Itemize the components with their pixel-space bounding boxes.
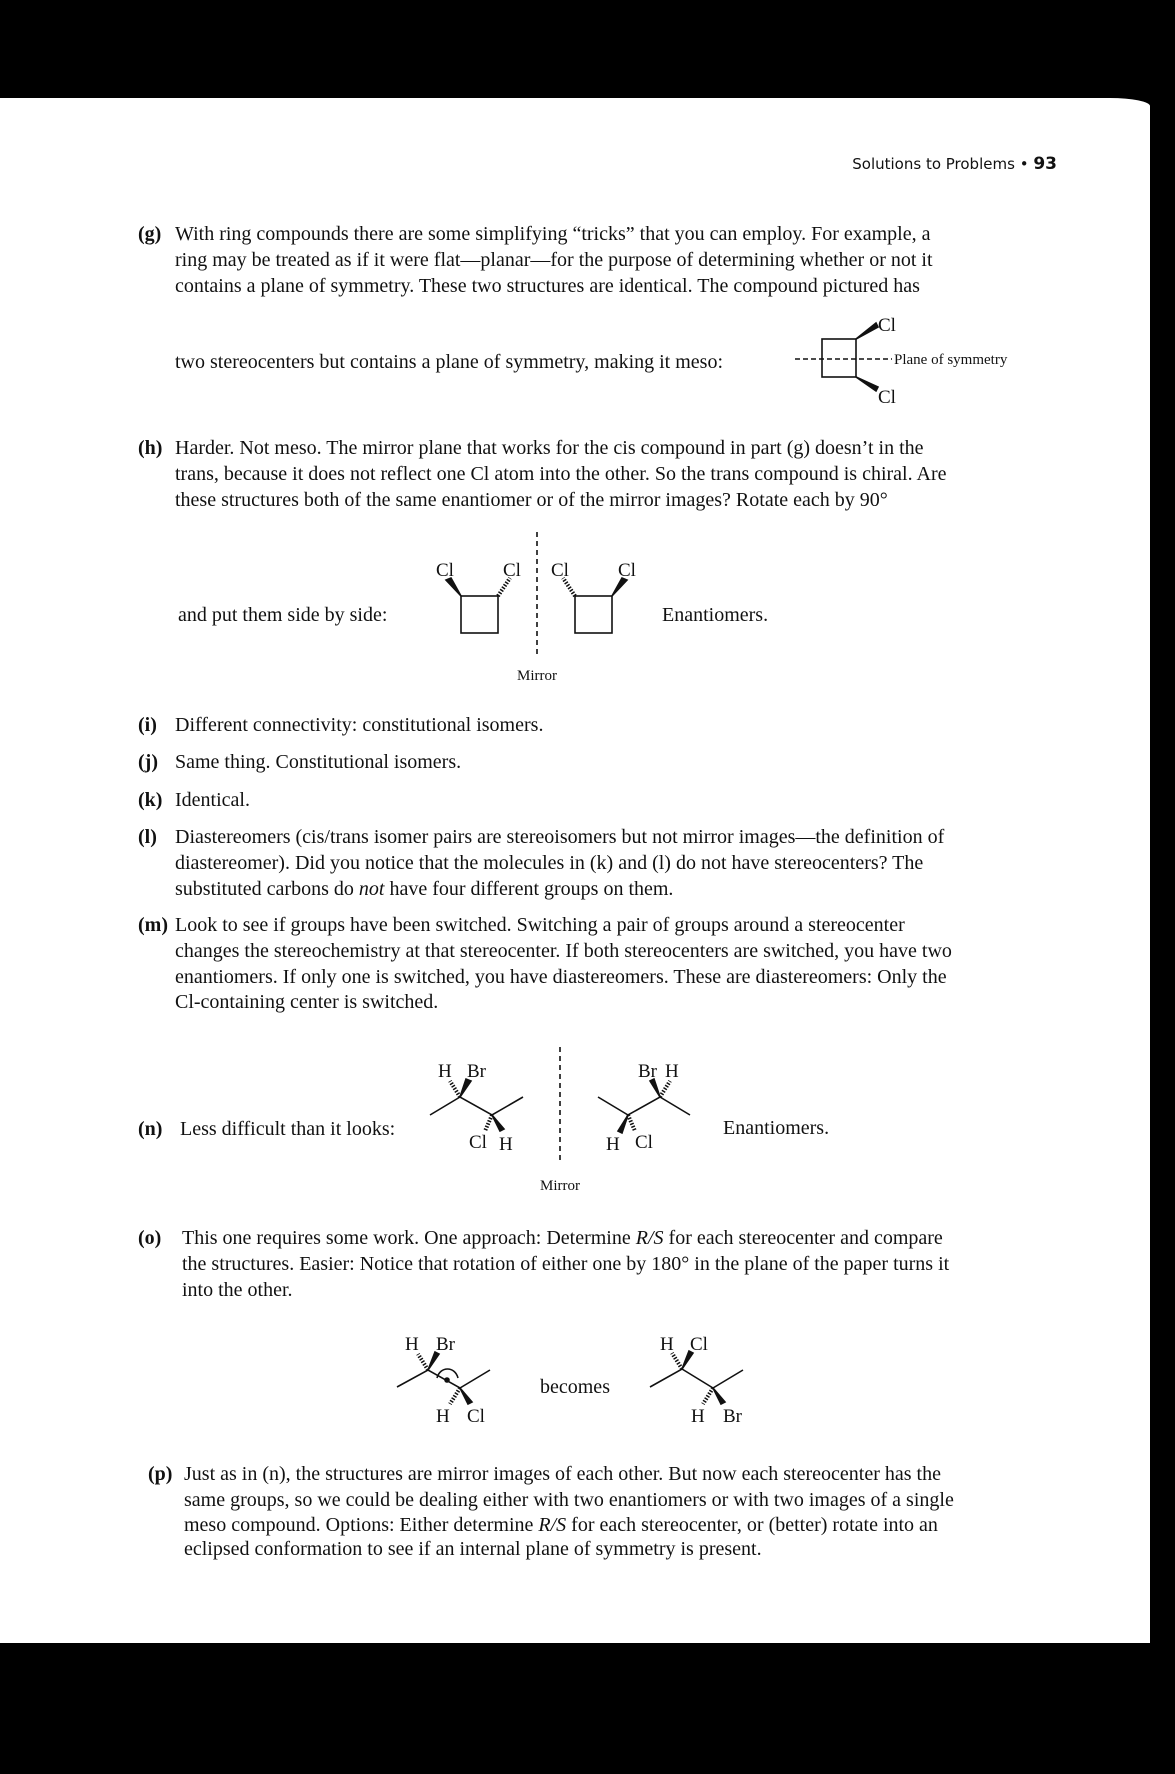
- atom-br: Br: [467, 1061, 486, 1082]
- hash-bond: [485, 1115, 492, 1131]
- item-label-i: (i): [138, 714, 157, 736]
- rotation-center-dot: [445, 1378, 449, 1382]
- running-title: Solutions to Problems: [852, 155, 1015, 173]
- l-line-1: Diastereomers (cis/trans isomer pairs are stereoisomers but not mirror images—the definition of: [175, 826, 945, 848]
- atom-h: H: [438, 1061, 452, 1082]
- wedge-bond: [856, 323, 878, 339]
- item-label-o: (o): [138, 1227, 162, 1249]
- p-line-2: same groups, so we could be dealing either with two enantiomers or with two images of a single: [184, 1489, 954, 1511]
- hash-bond: [660, 1081, 670, 1097]
- n-mirror-structures: [430, 1047, 690, 1194]
- bullet: •: [1019, 155, 1029, 173]
- o-line-1-post: for each stereocenter and compare: [663, 1227, 943, 1249]
- item-label-h: (h): [138, 437, 163, 459]
- o-rotation-structures: [397, 1334, 743, 1427]
- atom-cl: Cl: [618, 560, 636, 581]
- plane-label: Plane of symmetry: [894, 352, 1008, 368]
- l-line-2: diastereomer). Did you notice that the molecules in (k) and (l) do not have stereocenters? The: [175, 852, 924, 874]
- h-line-1: Harder. Not meso. The mirror plane that works for the cis compound in part (g) doesn’t in the: [175, 437, 924, 459]
- p-line-3-pre: meso compound. Options: Either determine: [184, 1514, 539, 1536]
- hash-bond: [703, 1388, 713, 1404]
- carbon-chain: [598, 1097, 690, 1115]
- hash-bond: [418, 1354, 428, 1370]
- o-line-2: the structures. Easier: Notice that rotation of either one by 180° in the plane of the paper turns it: [182, 1253, 950, 1275]
- k-text: Identical.: [175, 789, 250, 811]
- item-label-p: (p): [148, 1463, 173, 1485]
- carbon-chain: [650, 1369, 743, 1388]
- g-line-3: contains a plane of symmetry. These two structures are identical. The compound pictured has: [175, 275, 920, 297]
- h-result: Enantiomers.: [662, 604, 769, 626]
- item-label-j: (j): [138, 751, 158, 773]
- wedge-bond: [856, 377, 878, 391]
- n-text: Less difficult than it looks:: [180, 1118, 396, 1140]
- g-line-2: ring may be treated as if it were flat—planar—for the purpose of determining whether or not it: [175, 249, 933, 271]
- item-label-m: (m): [138, 914, 168, 936]
- atom-cl: Cl: [878, 387, 896, 408]
- atom-h: H: [405, 1334, 419, 1355]
- atom-cl: Cl: [503, 560, 521, 581]
- p-line-1: Just as in (n), the structures are mirror images of each other. But now each stereocenter has the: [184, 1463, 941, 1485]
- atom-br: Br: [723, 1406, 742, 1427]
- carbon-chain: [430, 1097, 523, 1115]
- hash-bond: [450, 1388, 460, 1404]
- atom-cl: Cl: [635, 1132, 653, 1153]
- atom-cl: Cl: [469, 1132, 487, 1153]
- g-meso-structure: [795, 315, 1008, 408]
- atom-cl: Cl: [436, 560, 454, 581]
- o-line-1-pre: This one requires some work. One approach: Determine: [182, 1227, 636, 1249]
- hash-bond: [628, 1115, 635, 1131]
- p-line-4: eclipsed conformation to see if an internal plane of symmetry is present.: [184, 1538, 762, 1560]
- m-line-4: Cl-containing center is switched.: [175, 991, 439, 1013]
- o-line-3: into the other.: [182, 1279, 293, 1301]
- wedge-bond: [618, 1115, 628, 1133]
- wedge-bond: [713, 1388, 725, 1404]
- atom-h: H: [436, 1406, 450, 1427]
- mirror-label: Mirror: [540, 1178, 580, 1194]
- atom-h: H: [691, 1406, 705, 1427]
- item-label-l: (l): [138, 826, 157, 848]
- j-text: Same thing. Constitutional isomers.: [175, 751, 462, 773]
- g-line-1: With ring compounds there are some simplifying “tricks” that you can employ. For example, a: [175, 223, 931, 245]
- carbon-chain: [397, 1370, 490, 1388]
- atom-cl: Cl: [467, 1406, 485, 1427]
- i-text: Different connectivity: constitutional isomers.: [175, 714, 544, 736]
- m-line-1: Look to see if groups have been switched. Switching a pair of groups around a stereocenter: [175, 914, 905, 936]
- h-line-4: and put them side by side:: [178, 604, 388, 626]
- wedge-bond: [460, 1388, 472, 1404]
- atom-br: Br: [638, 1061, 657, 1082]
- g-line-4: two stereocenters but contains a plane of symmetry, making it meso:: [175, 351, 724, 373]
- l-line-3-post: have four different groups on them.: [384, 878, 674, 900]
- mirror-label: Mirror: [517, 668, 557, 684]
- h-mirror-structures: [436, 532, 636, 684]
- h-line-3: these structures both of the same enantiomer or of the mirror images? Rotate each by 90°: [175, 489, 888, 511]
- wedge-bond: [492, 1115, 504, 1131]
- item-label-g: (g): [138, 223, 162, 245]
- atom-h: H: [499, 1134, 513, 1155]
- atom-cl: Cl: [551, 560, 569, 581]
- atom-cl: Cl: [878, 315, 896, 336]
- cyclobutane-ring: [822, 339, 856, 377]
- h-line-2: trans, because it does not reflect one Cl atom into the other. So the trans compound is chiral. Are: [175, 463, 947, 485]
- page-number: 93: [1033, 154, 1057, 174]
- m-line-3: enantiomers. If only one is switched, you have diastereomers. These are diastereomers: Only the: [175, 966, 947, 988]
- item-label-k: (k): [138, 789, 163, 811]
- o-connector: becomes: [540, 1376, 610, 1398]
- cyclobutane-ring: [461, 596, 498, 633]
- atom-br: Br: [436, 1334, 455, 1355]
- cyclobutane-ring: [575, 596, 612, 633]
- l-line-3-emphasis: not: [358, 878, 385, 900]
- item-label-n: (n): [138, 1118, 163, 1140]
- atom-h: H: [606, 1134, 620, 1155]
- atom-h: H: [665, 1061, 679, 1082]
- hash-bond: [672, 1353, 682, 1369]
- atom-cl: Cl: [690, 1334, 708, 1355]
- p-line-3-post: for each stereocenter, or (better) rotate into an: [566, 1514, 938, 1536]
- o-line-1-emphasis: R/S: [635, 1227, 664, 1249]
- atom-h: H: [660, 1334, 674, 1355]
- m-line-2: changes the stereochemistry at that stereocenter. If both stereocenters are switched, you have two: [175, 940, 952, 962]
- n-result: Enantiomers.: [723, 1117, 830, 1139]
- hash-bond: [450, 1081, 460, 1097]
- p-line-3-emphasis: R/S: [538, 1514, 567, 1536]
- l-line-3-pre: substituted carbons do: [175, 878, 359, 900]
